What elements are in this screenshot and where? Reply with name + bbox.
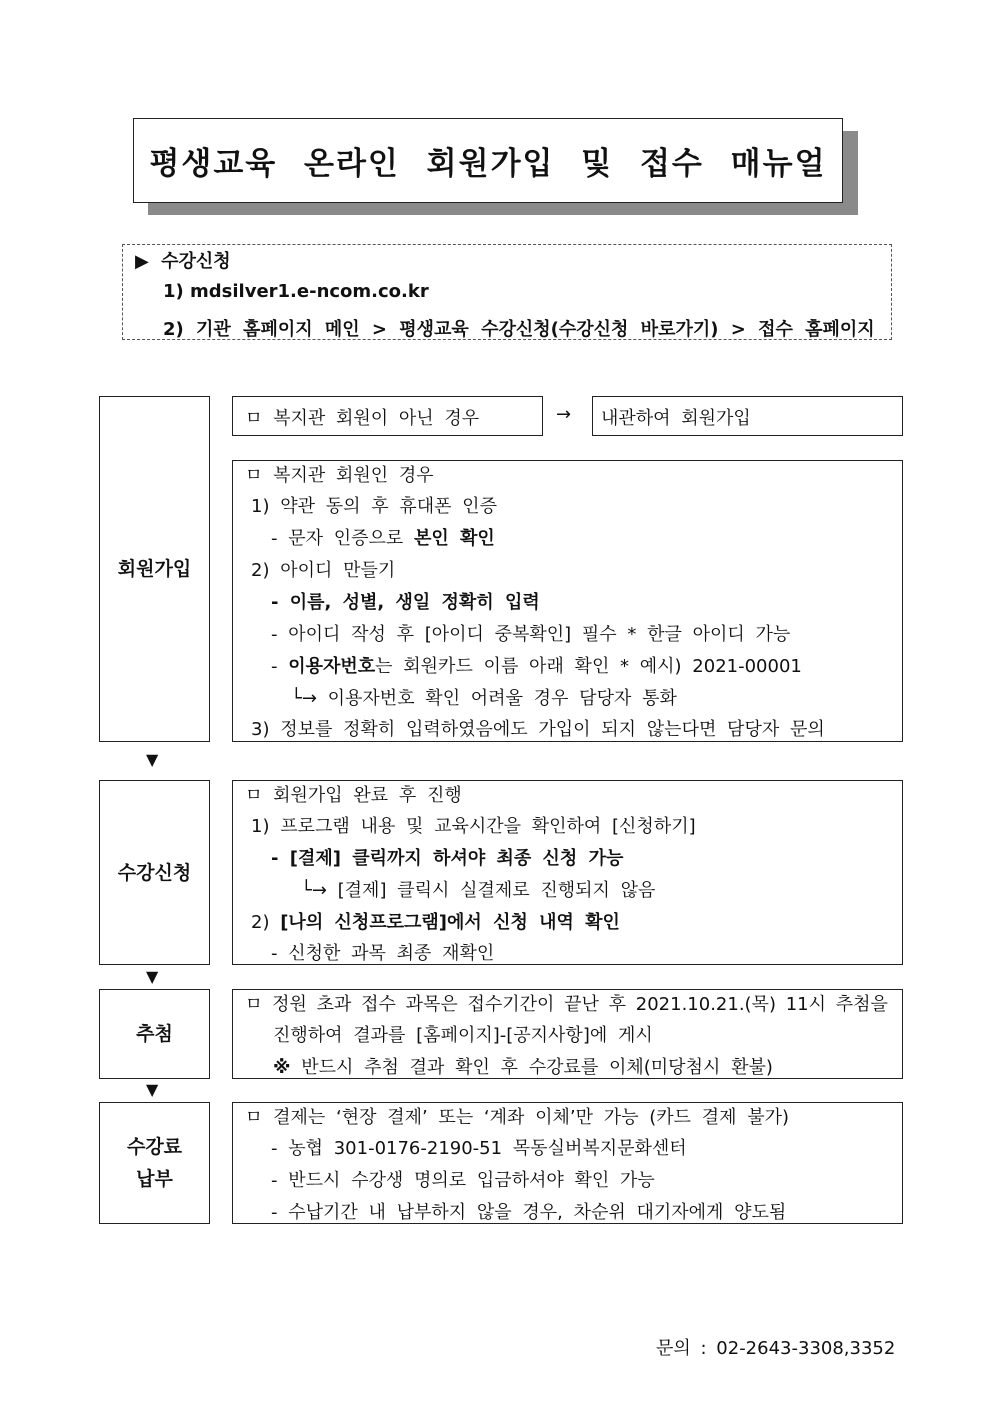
lottery-label: 추첨	[136, 1023, 173, 1045]
nonmember-label: ㅁ 복지관 회원이 아닌 경우	[245, 408, 480, 429]
nonmember-box	[232, 396, 543, 436]
contact-footer: 문의 : 02-2643-3308,3352	[656, 1338, 896, 1359]
down-arrow-icon: ▼	[146, 967, 159, 986]
apply-step2-bold: [나의 신청프로그램]에서 신청 내역 확인	[280, 912, 620, 933]
payment-label-line2: 납부	[136, 1168, 173, 1190]
member-heading: ㅁ 복지관 회원인 경우	[245, 465, 434, 486]
signup-step2: 2) 아이디 만들기	[251, 560, 396, 581]
apply-label: 수강신청	[117, 861, 192, 884]
signup-step1-sub	[271, 524, 495, 550]
apply-step1-note: └→ [결제] 클릭시 실결제로 진행되지 않음	[301, 880, 656, 901]
nonmember-action-box	[592, 396, 903, 436]
signup-step2-sub1: - 이름, 성별, 생일 정확히 입력	[271, 592, 540, 613]
payment-line3: - 반드시 수강생 명의로 입금하셔야 확인 가능	[271, 1170, 655, 1191]
down-arrow-icon: ▼	[146, 750, 159, 769]
signup-step2-sub3-dash: -	[271, 656, 289, 677]
member-box	[232, 460, 903, 742]
document-title: 평생교육 온라인 회원가입 및 접수 매뉴얼	[133, 118, 843, 203]
signup-step2-sub3-bold: 이용자번호	[288, 656, 376, 677]
lottery-box	[232, 989, 903, 1079]
apply-heading: ㅁ 회원가입 완료 후 진행	[245, 785, 462, 806]
payment-box	[232, 1102, 903, 1224]
apply-step1: 1) 프로그램 내용 및 교육시간을 확인하여 [신청하기]	[251, 816, 696, 837]
signup-step3: 3) 정보를 정확히 입력하였음에도 가입이 되지 않는다면 담당자 문의	[251, 719, 825, 740]
signup-step2-note: └→ 이용자번호 확인 어려울 경우 담당자 통화	[291, 688, 677, 709]
info-path: 2) 기관 홈페이지 메인 > 평생교육 수강신청(수강신청 바로가기) > 접수 홈페이지	[163, 319, 875, 340]
apply-step2-sub: - 신청한 과목 최종 재확인	[271, 943, 495, 964]
section-label-payment	[99, 1102, 210, 1224]
right-arrow-icon: →	[556, 404, 572, 425]
apply-step2	[251, 908, 620, 934]
payment-label-line1: 수강료	[126, 1136, 183, 1158]
section-label-signup	[99, 396, 210, 742]
signup-step1: 1) 약관 동의 후 휴대폰 인증	[251, 496, 497, 517]
lottery-line1: ㅁ 정원 초과 접수 과목은 접수기간이 끝난 후 2021.10.21.(목) 11시 추첨을	[245, 994, 888, 1015]
info-url: 1) mdsilver1.e-ncom.co.kr	[163, 281, 429, 302]
lottery-line2: 진행하여 결과를 [홈페이지]-[공지사항]에 게시	[273, 1025, 653, 1046]
info-heading: ▶ 수강신청	[135, 251, 231, 272]
apply-info-box	[122, 244, 892, 340]
note-mark-icon: ※	[273, 1057, 291, 1078]
lottery-note	[273, 1053, 773, 1079]
section-label-apply	[99, 780, 210, 965]
signup-step2-sub2: - 아이디 작성 후 [아이디 중복확인] 필수 * 한글 아이디 가능	[271, 624, 791, 645]
payment-account: - 농협 301-0176-2190-51 목동실버복지문화센터	[271, 1138, 687, 1159]
payment-line4: - 수납기간 내 납부하지 않을 경우, 차순위 대기자에게 양도됨	[271, 1202, 787, 1223]
signup-label: 회원가입	[117, 558, 192, 580]
signup-step1-sub-text: - 문자 인증으로	[271, 528, 414, 549]
signup-step2-sub3	[271, 652, 802, 678]
apply-step2-number: 2)	[251, 912, 281, 933]
nonmember-action: 내관하여 회원가입	[601, 408, 751, 429]
down-arrow-icon: ▼	[146, 1080, 159, 1099]
apply-step1-sub: - [결제] 클릭까지 하셔야 최종 신청 가능	[271, 848, 624, 869]
payment-line1: ㅁ 결제는 ‘현장 결제’ 또는 ‘계좌 이체’만 가능 (카드 결제 불가)	[245, 1107, 790, 1128]
apply-box	[232, 780, 903, 965]
signup-step2-sub3-text: 는 회원카드 이름 아래 확인 * 예시) 2021-00001	[375, 656, 802, 677]
lottery-note-text: 반드시 추첨 결과 확인 후 수강료를 이체(미당첨시 환불)	[301, 1057, 773, 1078]
section-label-lottery	[99, 989, 210, 1079]
signup-step1-sub-bold: 본인 확인	[414, 528, 495, 549]
